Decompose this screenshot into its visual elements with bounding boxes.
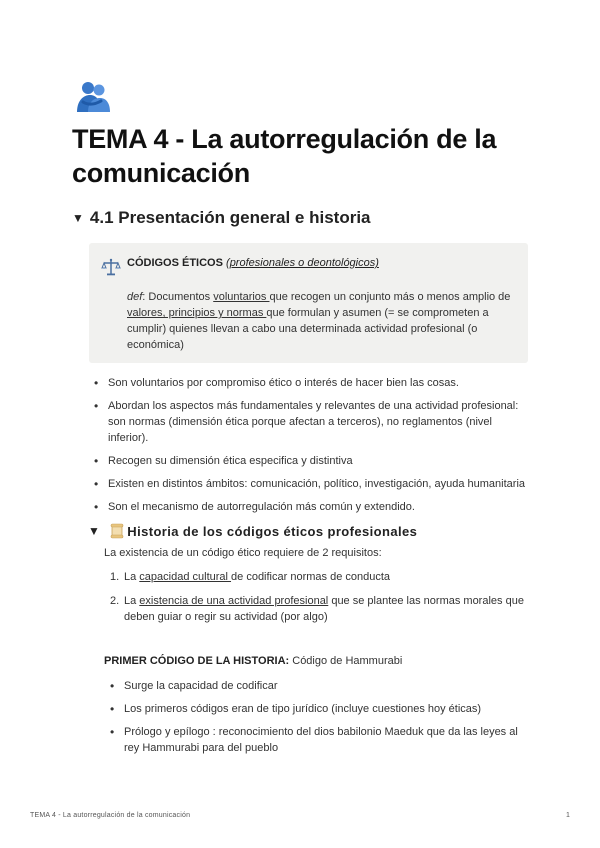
callout-box (89, 243, 528, 363)
people-hugging-icon (74, 78, 112, 116)
callout-text-1: : Documentos (142, 291, 214, 303)
callout-title (127, 257, 379, 269)
text-segment: La (124, 595, 140, 607)
intro-paragraph: La existencia de un código ético requiere de 2 requisitos: (104, 547, 382, 559)
first-code-line (104, 655, 402, 667)
list-item: • Prólogo y epílogo : reconocimiento del dios babilonio Maeduk que da las leyes al rey Hammurabi para del pueblo (108, 724, 528, 756)
list-number: 1. (110, 571, 120, 583)
list-item: • Recogen su dimensión ética especifica y distintiva (92, 453, 532, 469)
callout-text-3: que formulan y asumen (= se comprometen a cumplir) quienes llevan a cabo una determinada actividad profesional (o económica) (127, 307, 489, 351)
first-code-value: Código de Hammurabi (289, 655, 403, 667)
bullet-list-2 (108, 678, 528, 763)
underlined-text: existencia de una actividad profesional (139, 595, 329, 607)
list-item (104, 593, 534, 625)
text-segment: La (124, 571, 140, 583)
page-number: 1 (566, 812, 570, 819)
list-item: • Son el mecanismo de autorregulación más común y extendido. (92, 499, 532, 515)
bullet-list (92, 375, 532, 522)
subsection-toggle-heading[interactable] (88, 523, 417, 539)
subsection-heading-label: Historia de los códigos éticos profesionales (127, 523, 418, 539)
first-code-label: PRIMER CÓDIGO DE LA HISTORIA: (104, 655, 290, 667)
list-number: 2. (110, 595, 120, 607)
callout-title-sub: (profesionales o deontológicos) (226, 257, 379, 269)
text-segment: de codificar normas de conducta (231, 571, 391, 583)
callout-text-2: que recogen un conjunto más o menos amplio de (269, 291, 511, 303)
callout-title-main: CÓDIGOS ÉTICOS (127, 257, 223, 269)
toggle-arrow-icon[interactable]: ▼ (72, 211, 84, 225)
requirements-list (104, 569, 534, 633)
section-toggle-heading[interactable] (72, 208, 371, 228)
def-label: def (127, 291, 143, 303)
text-segment: que se plantee las normas morales que deben guiar o regir su actividad (por algo) (124, 595, 524, 623)
balance-scale-icon (101, 257, 121, 277)
underlined-text: capacidad cultural (139, 571, 232, 583)
list-item: • Abordan los aspectos más fundamentales y relevantes de una actividad profesional: son normas (dimensión ética porque afectan a terceros), no reglamentos (nivel inferior). (92, 398, 532, 446)
list-item: • Existen en distintos ámbitos: comunicación, político, investigación, ayuda humanitaria (92, 476, 532, 492)
callout-body (127, 289, 517, 353)
callout-underline-voluntarios: voluntarios (213, 291, 270, 303)
list-item: • Los primeros códigos eran de tipo jurídico (incluye cuestiones hoy éticas) (108, 701, 528, 717)
list-item (104, 569, 534, 585)
list-item: • Son voluntarios por compromiso ético o interés de hacer bien las cosas. (92, 375, 532, 391)
section-heading-label: 4.1 Presentación general e historia (89, 208, 371, 227)
scroll-icon (110, 523, 124, 539)
callout-underline-valores: valores, principios y normas (127, 307, 267, 319)
page-title: TEMA 4 - La autorregulación de la comunicación (72, 124, 497, 188)
list-item: • Surge la capacidad de codificar (108, 678, 528, 694)
toggle-arrow-icon[interactable]: ▼ (88, 524, 101, 538)
page-footer: TEMA 4 - La autorregulación de la comunicación (30, 812, 191, 819)
